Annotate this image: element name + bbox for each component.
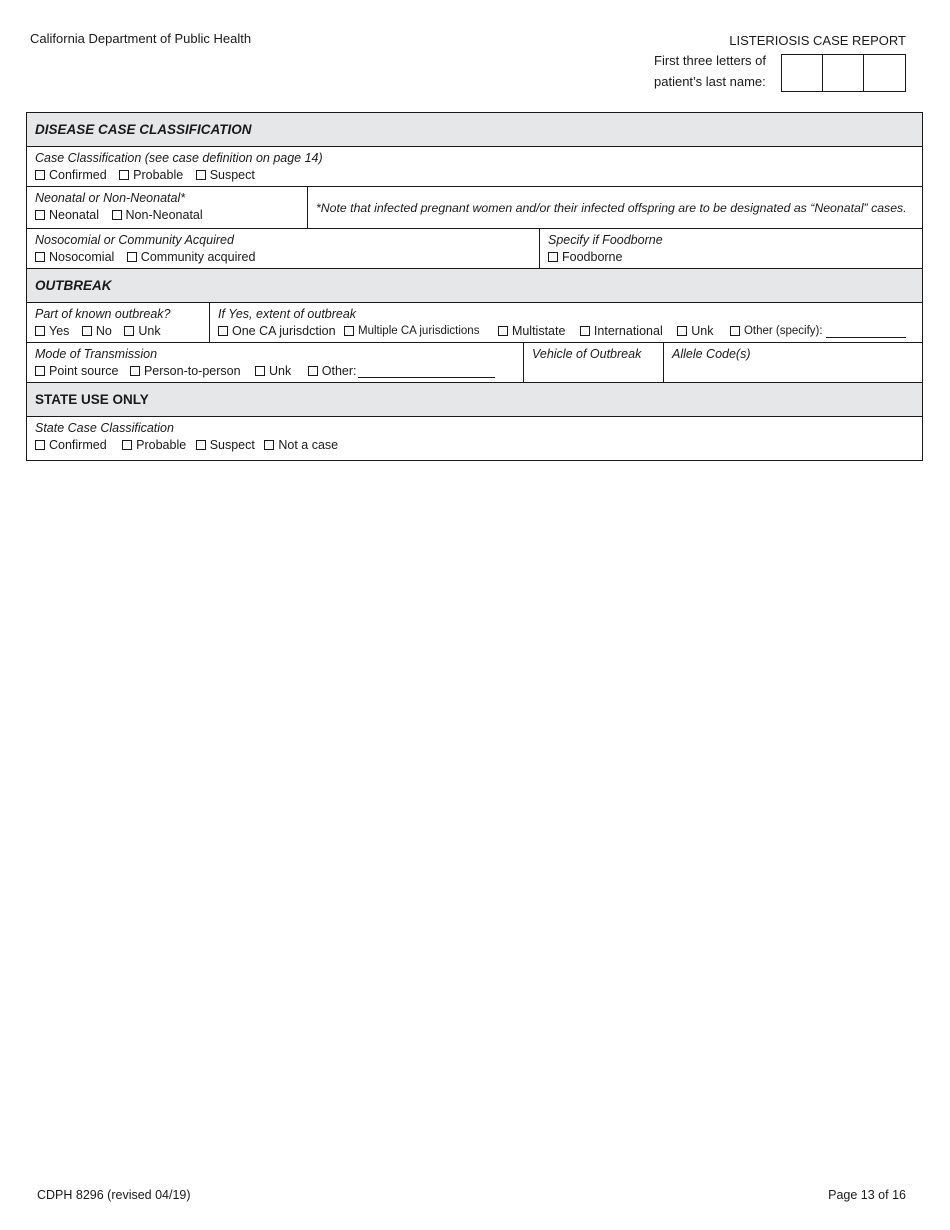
form-id: CDPH 8296 (revised 04/19) (37, 1188, 191, 1202)
known-outbreak-row (27, 303, 922, 343)
section-state-use (27, 383, 922, 417)
checkbox-outbreak-unk[interactable]: Unk (124, 322, 160, 340)
foodborne-cell (540, 229, 922, 268)
case-classification-label: Case Classification (see case definition on page 14) (35, 151, 323, 165)
checkbox-icon (580, 326, 590, 336)
checkbox-nosocomial[interactable]: Nosocomial (35, 248, 114, 266)
checkbox-foodborne[interactable]: Foodborne (548, 248, 622, 266)
section-title: OUTBREAK (35, 278, 112, 293)
checkbox-non-neonatal[interactable]: Non-Neonatal (112, 206, 203, 224)
checkbox-icon (119, 170, 129, 180)
checkbox-icon (82, 326, 92, 336)
checkbox-icon (112, 210, 122, 220)
checkbox-icon (196, 440, 206, 450)
checkbox-state-probable[interactable]: Probable (122, 436, 186, 454)
initial-box-3[interactable] (864, 55, 905, 91)
acquisition-row (27, 229, 922, 269)
acquisition-label: Nosocomial or Community Acquired (35, 233, 234, 247)
state-classification-row (27, 417, 922, 460)
checkbox-icon (35, 326, 45, 336)
state-classification-cell (27, 417, 922, 460)
checkbox-multiple-ca-jurisdictions[interactable]: Multiple CA jurisdictions (344, 322, 479, 340)
checkbox-confirmed[interactable]: Confirmed (35, 166, 107, 184)
neonatal-row (27, 187, 922, 229)
section-disease-classification (27, 113, 922, 147)
allele-cell[interactable] (664, 343, 922, 382)
checkbox-person-to-person[interactable]: Person-to-person (130, 362, 241, 380)
known-outbreak-cell (27, 303, 210, 342)
transmission-label: Mode of Transmission (35, 347, 158, 361)
checkbox-icon (218, 326, 228, 336)
checkbox-one-ca-jurisdiction[interactable]: One CA jurisdction (218, 322, 336, 340)
checkbox-multistate[interactable]: Multistate (498, 322, 566, 340)
case-report-form (26, 112, 923, 461)
checkbox-icon (122, 440, 132, 450)
case-classification-row (27, 147, 922, 187)
checkbox-icon (35, 210, 45, 220)
checkbox-icon (498, 326, 508, 336)
neonatal-label: Neonatal or Non-Neonatal* (35, 191, 186, 205)
checkbox-icon (127, 252, 137, 262)
foodborne-label: Specify if Foodborne (548, 233, 663, 247)
checkbox-extent-unk[interactable]: Unk (677, 322, 713, 340)
checkbox-icon (344, 326, 354, 336)
initials-boxes (781, 54, 906, 92)
checkbox-transmission-unk[interactable]: Unk (255, 362, 291, 380)
initials-label (654, 51, 766, 92)
state-classification-label: State Case Classification (35, 421, 174, 435)
checkbox-icon (548, 252, 558, 262)
transmission-row (27, 343, 922, 383)
vehicle-cell[interactable] (524, 343, 664, 382)
other-transmission-line[interactable] (358, 365, 495, 378)
checkbox-neonatal[interactable]: Neonatal (35, 206, 99, 224)
checkbox-icon (35, 252, 45, 262)
checkbox-outbreak-yes[interactable]: Yes (35, 322, 69, 340)
checkbox-icon (124, 326, 134, 336)
checkbox-icon (35, 366, 45, 376)
case-classification-cell (27, 147, 922, 186)
section-title: DISEASE CASE CLASSIFICATION (35, 122, 252, 137)
checkbox-icon (255, 366, 265, 376)
neonatal-note: *Note that infected pregnant women and/or their infected offspring are to be designated as “Neonatal” cases. (316, 201, 907, 215)
section-outbreak (27, 269, 922, 303)
checkbox-extent-other[interactable]: Other (specify): (730, 322, 906, 340)
checkbox-icon (308, 366, 318, 376)
initials-label-line2: patient’s last name: (654, 73, 766, 89)
checkbox-suspect[interactable]: Suspect (196, 166, 255, 184)
initial-box-2[interactable] (823, 55, 864, 91)
checkbox-outbreak-no[interactable]: No (82, 322, 112, 340)
agency-name: California Department of Public Health (30, 31, 252, 46)
initials-label-line1: First three letters of (654, 53, 766, 68)
acquisition-cell (27, 229, 540, 268)
checkbox-point-source[interactable]: Point source (35, 362, 118, 380)
checkbox-probable[interactable]: Probable (119, 166, 183, 184)
checkbox-icon (264, 440, 274, 450)
report-title: LISTERIOSIS CASE REPORT (729, 33, 906, 48)
section-title: STATE USE ONLY (35, 392, 149, 407)
page-number: Page 13 of 16 (828, 1188, 906, 1202)
checkbox-icon (730, 326, 740, 336)
checkbox-icon (130, 366, 140, 376)
outbreak-extent-label: If Yes, extent of outbreak (218, 307, 357, 321)
checkbox-state-confirmed[interactable]: Confirmed (35, 436, 107, 454)
checkbox-international[interactable]: International (580, 322, 663, 340)
checkbox-icon (35, 440, 45, 450)
checkbox-icon (35, 170, 45, 180)
checkbox-transmission-other[interactable]: Other: (308, 362, 495, 380)
transmission-cell (27, 343, 524, 382)
outbreak-extent-cell (210, 303, 922, 342)
other-specify-line[interactable] (826, 325, 906, 338)
neonatal-cell (27, 187, 308, 228)
allele-label: Allele Code(s) (672, 347, 751, 361)
checkbox-community-acquired[interactable]: Community acquired (127, 248, 256, 266)
vehicle-label: Vehicle of Outbreak (532, 347, 642, 361)
checkbox-icon (196, 170, 206, 180)
checkbox-icon (677, 326, 687, 336)
initial-box-1[interactable] (782, 55, 823, 91)
checkbox-state-suspect[interactable]: Suspect (196, 436, 255, 454)
checkbox-state-not-a-case[interactable]: Not a case (264, 436, 338, 454)
known-outbreak-label: Part of known outbreak? (35, 307, 171, 321)
